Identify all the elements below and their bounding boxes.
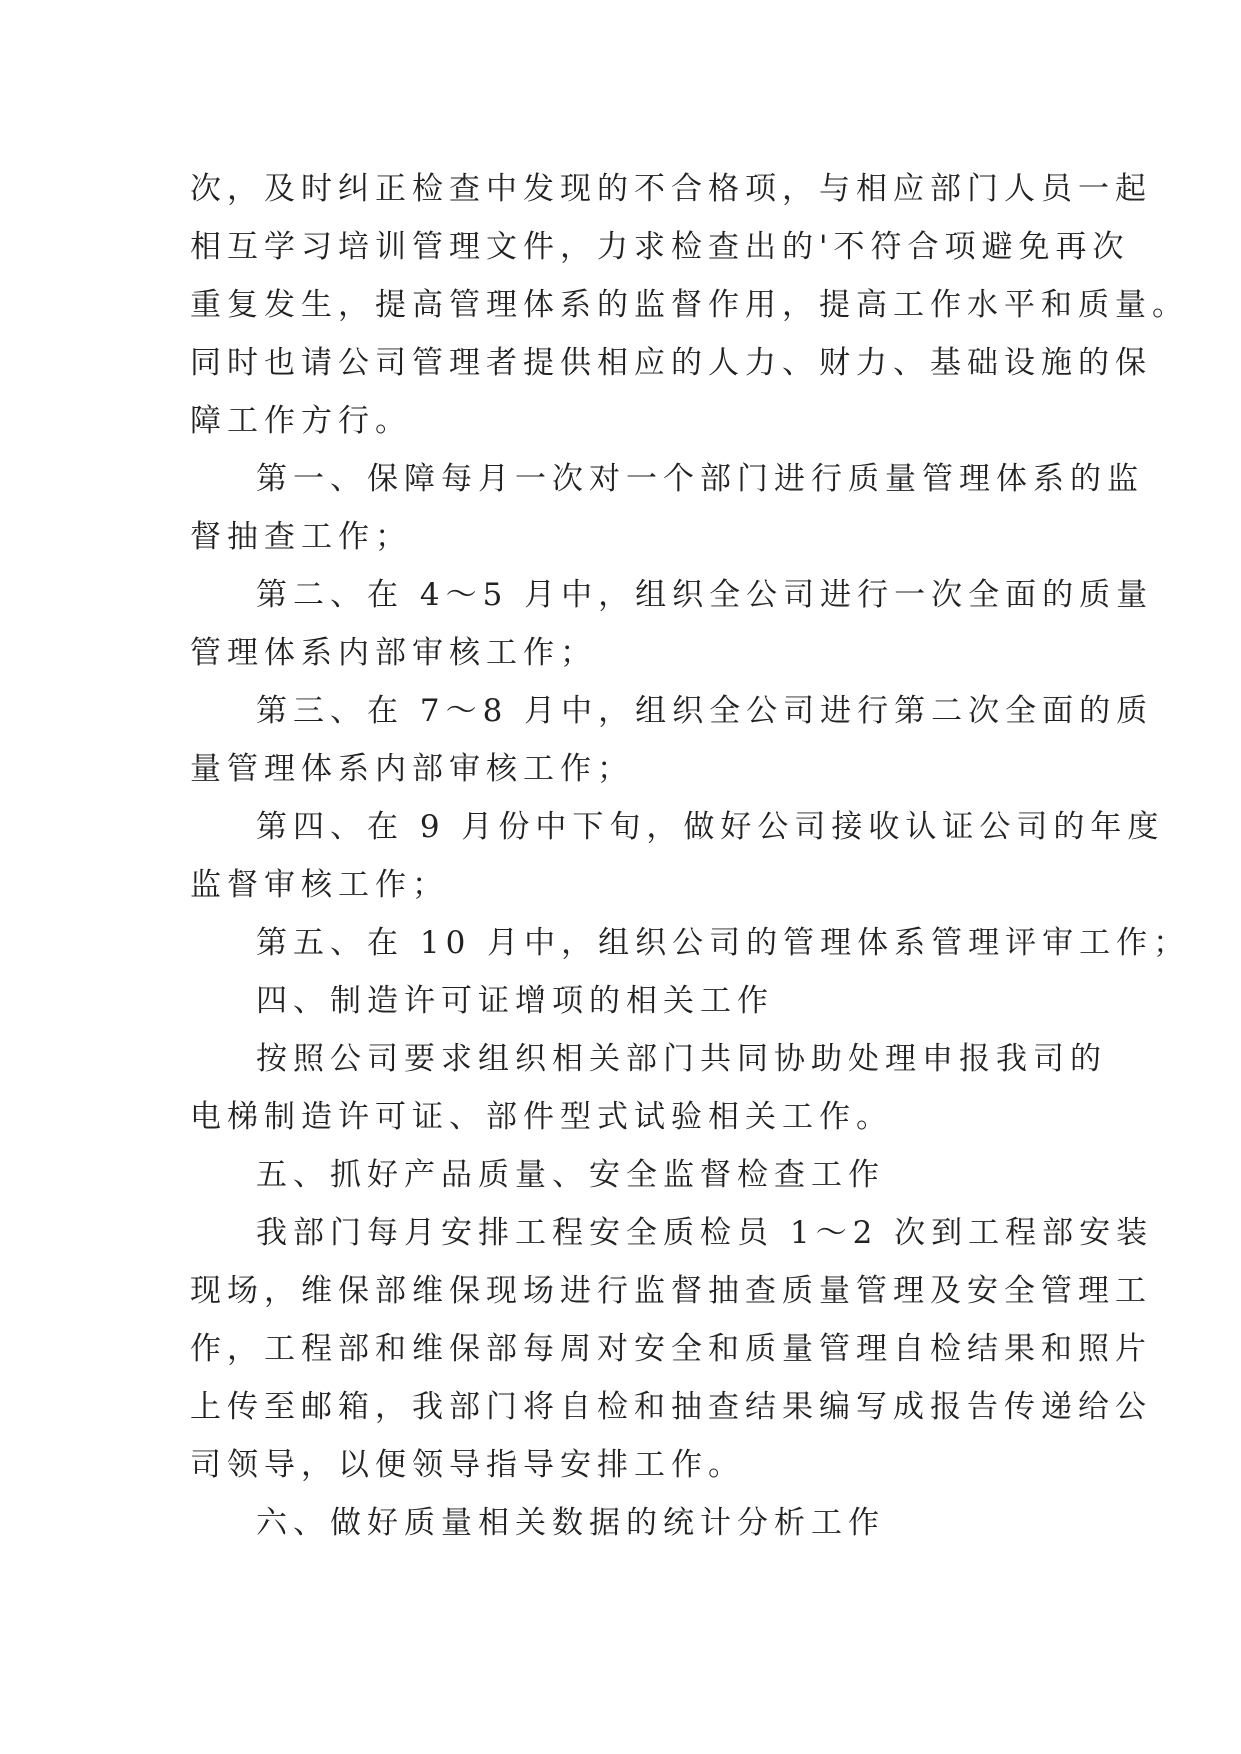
- document-line: 监督审核工作；: [190, 867, 449, 903]
- document-line: 作，工程部和维保部每周对安全和质量管理自检结果和照片: [190, 1331, 1152, 1367]
- document-line: 第二、在 4～5 月中，组织全公司进行一次全面的质量: [256, 577, 1154, 613]
- document-line: 督抽查工作；: [190, 519, 412, 555]
- document-line: 现场，维保部维保现场进行监督抽查质量管理及安全管理工: [190, 1273, 1152, 1309]
- document-line: 第五、在 10 月中，组织公司的管理体系管理评审工作；: [256, 925, 1191, 961]
- document-line: 重复发生，提高管理体系的监督作用，提高工作水平和质量。: [190, 287, 1189, 323]
- document-line: 司领导，以便领导指导安排工作。: [190, 1447, 745, 1483]
- document-line: 五、抓好产品质量、安全监督检查工作: [256, 1157, 885, 1193]
- document-line: 电梯制造许可证、部件型式试验相关工作。: [190, 1099, 893, 1135]
- document-line: 上传至邮箱，我部门将自检和抽查结果编写成报告传递给公: [190, 1389, 1152, 1425]
- document-line: 同时也请公司管理者提供相应的人力、财力、基础设施的保: [190, 345, 1152, 381]
- document-line: 第一、保障每月一次对一个部门进行质量管理体系的监: [256, 461, 1144, 497]
- document-line: 量管理体系内部审核工作；: [190, 751, 634, 787]
- document-body: [190, 160, 1191, 1552]
- document-line: 第四、在 9 月份中下旬，做好公司接收认证公司的年度: [256, 809, 1165, 845]
- document-line: 相互学习培训管理文件，力求检查出的'不符合项避免再次: [190, 229, 1130, 265]
- document-line: 我部门每月安排工程安全质检员 1～2 次到工程部安装: [256, 1215, 1154, 1251]
- document-line: 管理体系内部审核工作；: [190, 635, 597, 671]
- document-line: 按照公司要求组织相关部门共同协助处理申报我司的: [256, 1041, 1107, 1077]
- document-line: 次，及时纠正检查中发现的不合格项，与相应部门人员一起: [190, 171, 1152, 207]
- document-line: 障工作方行。: [190, 403, 412, 439]
- document-line: 第三、在 7～8 月中，组织全公司进行第二次全面的质: [256, 693, 1154, 729]
- document-line: 四、制造许可证增项的相关工作: [256, 983, 774, 1019]
- document-line: 六、做好质量相关数据的统计分析工作: [256, 1505, 885, 1541]
